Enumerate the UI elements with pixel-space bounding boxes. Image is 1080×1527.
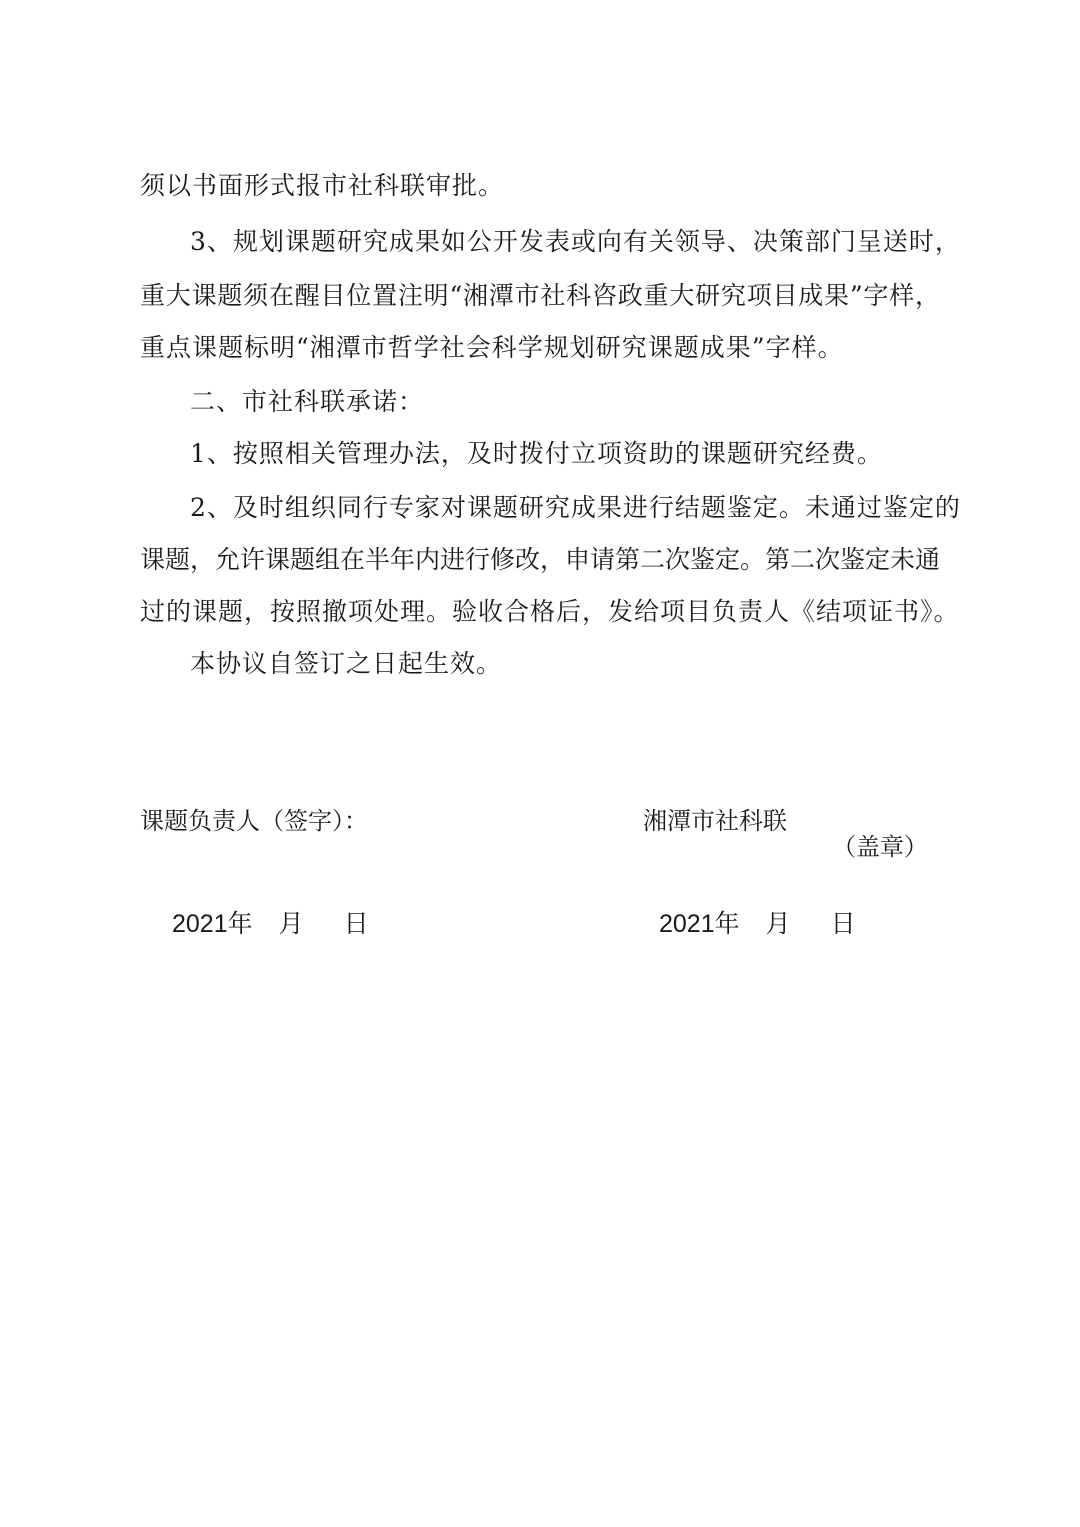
paragraph-line: 2、及时组织同行专家对课题研究成果进行结题鉴定。未通过鉴定的: [190, 493, 961, 522]
paragraph-line: 本协议自签订之日起生效。: [190, 649, 503, 678]
left-date-month-unit: 月: [278, 909, 304, 938]
right-date: [659, 907, 856, 941]
right-date-day-unit: 日: [830, 909, 856, 938]
section-heading: 二、市社科联承诺：: [190, 387, 425, 416]
paragraph-line: 课题，允许课题组在半年内进行修改，申请第二次鉴定。第二次鉴定未通: [140, 545, 941, 574]
signature-right-label: 湘潭市社科联: [643, 807, 787, 835]
paragraph-line: 1、按照相关管理办法，及时拨付立项资助的课题研究经费。: [190, 439, 883, 468]
left-date-day-unit: 日: [343, 909, 369, 938]
signature-left-label: 课题负责人（签字）：: [140, 807, 368, 835]
right-date-month-unit: 月: [765, 909, 791, 938]
right-date-year-unit: 年: [714, 909, 740, 938]
seal-label: （盖章）: [832, 833, 928, 861]
paragraph-line: 须以书面形式报市社科联审批。: [140, 171, 505, 200]
left-date-year-unit: 年: [227, 909, 253, 938]
paragraph-line: 过的课题，按照撤项处理。验收合格后，发给项目负责人《结项证书》。: [140, 597, 960, 626]
left-date-year: 2021: [172, 910, 228, 938]
paragraph-line: 重大课题须在醒目位置注明“湘潭市社科咨政重大研究项目成果”字样，: [140, 281, 940, 310]
left-date: [172, 907, 369, 941]
paragraph-line: 重点课题标明“湘潭市哲学社会科学规划研究课题成果”字样。: [140, 333, 844, 362]
paragraph-line: 3、规划课题研究成果如公开发表或向有关领导、决策部门呈送时，: [190, 227, 961, 256]
right-date-year: 2021: [659, 910, 715, 938]
